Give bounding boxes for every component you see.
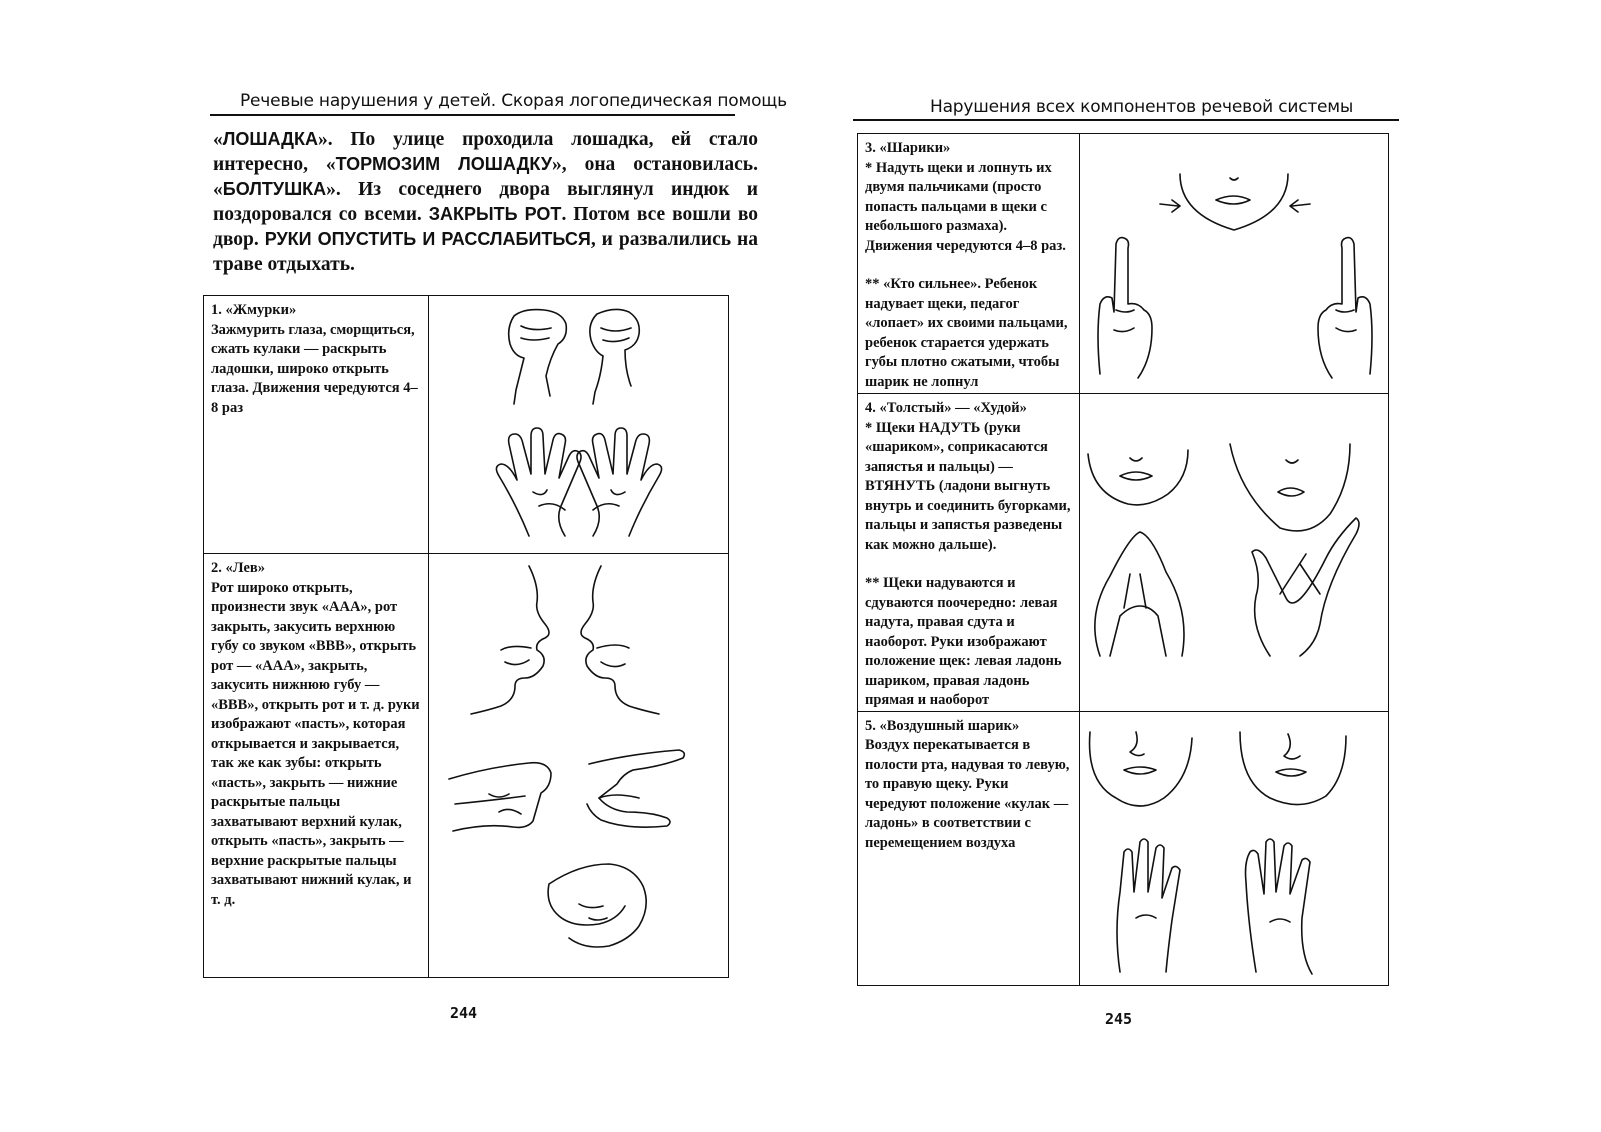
exercise-title: 4. «Толстый» — «Худой» — [865, 400, 1027, 416]
air-balloon-faces-and-hands-illustration — [1080, 711, 1389, 985]
intro-paragraph — [213, 127, 758, 277]
intro-caps-phrase: БОЛТУШКА — [222, 179, 327, 199]
exercise-text — [204, 296, 429, 554]
intro-caps-phrase: ЗАКРЫТЬ РОТ — [428, 204, 562, 224]
exercise-text — [858, 394, 1080, 712]
puffed-cheeks-and-pointing-fingers-illustration — [1080, 134, 1389, 394]
intro-text-segment: . Потом все вошли во двор. — [213, 204, 759, 250]
running-head: Нарушения всех компонентов речевой системы — [930, 97, 1354, 117]
fat-thin-faces-and-hands-illustration — [1080, 394, 1389, 712]
fists-and-open-palms-illustration — [429, 296, 729, 554]
exercise-title: 1. «Жмурки» — [211, 302, 297, 318]
exercise-text — [858, 711, 1080, 985]
right-page — [800, 0, 1601, 1132]
exercise-row — [204, 296, 729, 554]
page-number: 245 — [1105, 1010, 1133, 1028]
exercise-title: 3. «Шарики» — [865, 140, 951, 156]
exercise-text — [204, 554, 429, 978]
exercise-row — [858, 394, 1389, 712]
exercise-row — [858, 134, 1389, 394]
intro-text-segment: « — [213, 129, 223, 150]
running-head: Речевые нарушения у детей. Скорая логопедическая помощь — [240, 91, 787, 111]
intro-text-segment: ». По улице проходила лошадка, ей стало интересно, « — [213, 129, 758, 175]
exercise-description: Рот широко открыть, произнести звук «ААА», рот закрыть, закусить верхнюю губу со звуком «ВВВ», открыть рот — «ААА», закрыть, закусить нижнюю губу — «ВВВ», открыть рот и т. д. руки изображают «пасть», которая открывается и закрывается, так же как зубы: открыть «пасть», закрыть — нижние раскрытые пальцы захватывают верхний кулак, открыть «пасть», закрыть — верхние раскрытые пальцы захватывают нижний кулак, и т. д. — [211, 579, 420, 908]
header-rule — [853, 119, 1399, 121]
intro-caps-phrase: ТОРМОЗИМ ЛОШАДКУ — [335, 154, 553, 174]
exercise-row — [204, 554, 729, 978]
exercise-description: * Щеки НАДУТЬ (руки «шариком», соприкасаются запястья и пальцы) — ВТЯНУТЬ (ладони выгнуть внутрь и соединить бугорками, пальцы и запястья разведены как можно дальше). — [865, 419, 1071, 553]
exercise-title: 5. «Воздушный шарик» — [865, 717, 1020, 734]
header-rule — [210, 114, 735, 116]
exercise-text — [858, 134, 1080, 394]
exercise-title: 2. «Лев» — [211, 560, 265, 576]
exercise-description: ** Щеки надуваются и сдуваются поочередно: левая надута, правая сдута и наоборот. Руки изображают положение щек: левая ладонь шариком, правая ладонь прямая и наоборот — [865, 575, 1062, 708]
intro-text-segment: , и развалились на траве отдыхать. — [213, 229, 759, 275]
exercise-description: Воздух перекатывается в полости рта, надувая то левую, то правую щеку. Руки чередуют положение «кулак — ладонь» в соответствии с перемещением воздуха — [865, 737, 1070, 851]
intro-text-segment: ». Из соседнего двора выглянул индюк и поздоровался со всеми. — [213, 179, 758, 225]
exercise-description: * Надуть щеки и лопнуть их двумя пальчиками (просто попасть пальцами в щеки с небольшого размаха). Движения чередуются 4–8 раз. — [865, 159, 1066, 254]
exercise-table — [203, 295, 729, 978]
left-page — [0, 0, 800, 1132]
page-number: 244 — [450, 1004, 478, 1022]
intro-caps-phrase: РУКИ ОПУСТИТЬ И РАССЛАБИТЬСЯ — [264, 229, 591, 249]
exercise-description: Зажмурить глаза, сморщиться, сжать кулаки — раскрыть ладошки, широко открыть глаза. Движения чередуются 4–8 раз — [211, 321, 418, 416]
intro-caps-phrase: ЛОШАДКА — [222, 129, 318, 149]
lion-mouth-faces-and-hands-illustration — [429, 554, 729, 978]
exercise-description: ** «Кто сильнее». Ребенок надувает щеки, педагог «лопает» их своими пальцами, ребенок старается удержать губы плотно сжатыми, чтобы шарик не лопнул — [865, 276, 1068, 390]
intro-text-segment: », она остановилась. « — [213, 154, 758, 200]
exercise-row — [858, 711, 1389, 985]
exercise-table — [857, 133, 1389, 986]
